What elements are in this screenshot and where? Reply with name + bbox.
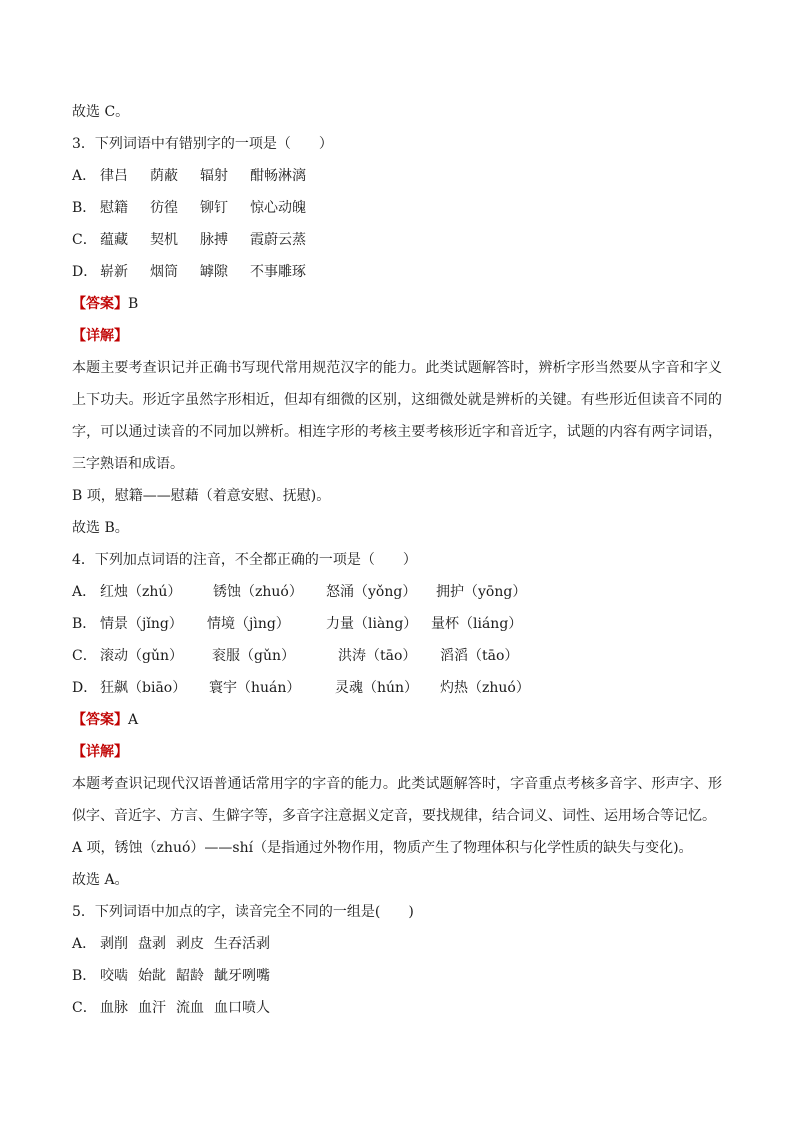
option-letter: A． (72, 168, 97, 184)
q3-answer (72, 288, 722, 320)
q4-option-a[interactable] (72, 576, 722, 608)
q3-option-c[interactable] (72, 224, 722, 256)
option-item: 血汗 (138, 1000, 166, 1016)
q3-stem: 3．下列词语中有错别字的一项是（ ） (72, 136, 333, 152)
q4-explain: A 项，锈蚀（zhuó）——shí（是指通过外物作用，物质产生了物理体积与化学性质的缺失与变化)。 (72, 840, 693, 856)
q4-answer (72, 704, 722, 736)
option-letter: C． (72, 648, 97, 664)
option-item: 荫蔽 (150, 168, 178, 184)
option-item: 惊心动魄 (250, 200, 306, 216)
answer-value: B (128, 296, 139, 312)
detail-label: 【详解】 (72, 744, 128, 760)
q3-detail-heading (72, 320, 722, 352)
option-letter: D． (72, 264, 98, 280)
q4-option-c[interactable] (72, 640, 722, 672)
option-item: 始龀 (138, 968, 166, 984)
q5-stem: 5．下列词语中加点的字，读音完全不同的一组是( ) (72, 904, 414, 920)
option-item: 灵魂（hún） (335, 680, 419, 696)
option-item: 寰宇（huán） (209, 680, 301, 696)
q3-option-a[interactable] (72, 160, 722, 192)
option-item: 洪涛（tāo） (338, 648, 417, 664)
option-item: 不事雕琢 (250, 264, 306, 280)
q4-conclusion: 故选 A。 (72, 872, 129, 888)
option-item: 龆龄 (176, 968, 204, 984)
option-item: 红烛（zhú） (100, 584, 182, 600)
option-item: 剥皮 (176, 936, 204, 952)
option-letter: B． (72, 968, 97, 984)
option-item: 律吕 (100, 168, 128, 184)
option-item: 流血 (176, 1000, 204, 1016)
option-letter: A． (72, 936, 97, 952)
answer-label: 【答案】 (72, 712, 128, 728)
option-item: 生吞活剥 (214, 936, 270, 952)
q3-conclusion: 故选 B。 (72, 520, 129, 536)
option-letter: B． (72, 200, 97, 216)
option-item: 血脉 (100, 1000, 128, 1016)
q4-stem: 4．下列加点词语的注音，不全都正确的一项是（ ） (72, 552, 417, 568)
option-item: 情景（jǐng） (100, 616, 183, 632)
option-item: 滔滔（tāo） (440, 648, 519, 664)
option-item: 龇牙咧嘴 (214, 968, 270, 984)
option-letter: D． (72, 680, 98, 696)
option-item: 盘剥 (138, 936, 166, 952)
option-item: 蕴藏 (100, 232, 128, 248)
option-item: 量杯（liáng） (431, 616, 523, 632)
option-item: 拥护（yōng） (436, 584, 527, 600)
option-letter: B． (72, 616, 97, 632)
option-item: 彷徨 (150, 200, 178, 216)
option-item: 锈蚀（zhuó） (213, 584, 303, 600)
option-item: 滚动（gǔn） (100, 648, 183, 664)
option-item: 辐射 (200, 168, 228, 184)
option-item: 铆钉 (200, 200, 228, 216)
q2-conclusion: 故选 C。 (72, 104, 130, 120)
option-item: 酣畅淋漓 (250, 168, 306, 184)
option-item: 力量（liàng） (326, 616, 418, 632)
q4-detail-text: 本题考查识记现代汉语普通话常用字的字音的能力。此类试题解答时，字音重点考核多音字、形声字、形似字、音近字、方言、生僻字等，多音字注意据义定音，要找规律，结合词义、词性、运用场合等记忆。 (72, 776, 722, 824)
option-item: 咬啮 (100, 968, 128, 984)
option-item: 霞蔚云蒸 (250, 232, 306, 248)
option-letter: C． (72, 1000, 97, 1016)
option-item: 剥削 (100, 936, 128, 952)
answer-label: 【答案】 (72, 296, 128, 312)
option-item: 灼热（zhuó） (440, 680, 530, 696)
option-letter: C． (72, 232, 97, 248)
q5-option-c[interactable] (72, 992, 722, 1024)
detail-label: 【详解】 (72, 328, 128, 344)
option-item: 契机 (150, 232, 178, 248)
option-item: 衮服（gǔn） (212, 648, 295, 664)
option-item: 烟筒 (150, 264, 178, 280)
option-item: 情境（jìng） (207, 616, 290, 632)
option-item: 慰籍 (100, 200, 128, 216)
option-item: 怒涌（yǒng） (326, 584, 417, 600)
option-item: 血口喷人 (214, 1000, 270, 1016)
q3-detail-text: 本题主要考查识记并正确书写现代常用规范汉字的能力。此类试题解答时，辨析字形当然要从字音和字义上下功夫。形近字虽然字形相近，但却有细微的区别，这细微处就是辨析的关键。有些形近但读音不同的字，可以通过读音的不同加以辨析。相连字形的考核主要考核形近字和音近字，试题的内容有两字词语，三字熟语和成语。 (72, 360, 722, 472)
q5-option-a[interactable] (72, 928, 722, 960)
q3-option-b[interactable] (72, 192, 722, 224)
q4-detail-heading (72, 736, 722, 768)
document-page (72, 96, 722, 1024)
option-item: 狂飙（biāo） (100, 680, 187, 696)
option-item: 崭新 (100, 264, 128, 280)
answer-value: A (128, 712, 139, 728)
option-item: 罅隙 (200, 264, 228, 280)
q3-explain: B 项，慰籍——慰藉（着意安慰、抚慰)。 (72, 488, 331, 504)
q4-option-b[interactable] (72, 608, 722, 640)
option-letter: A． (72, 584, 97, 600)
q5-option-b[interactable] (72, 960, 722, 992)
q4-option-d[interactable] (72, 672, 722, 704)
option-item: 脉搏 (200, 232, 228, 248)
q3-option-d[interactable] (72, 256, 722, 288)
